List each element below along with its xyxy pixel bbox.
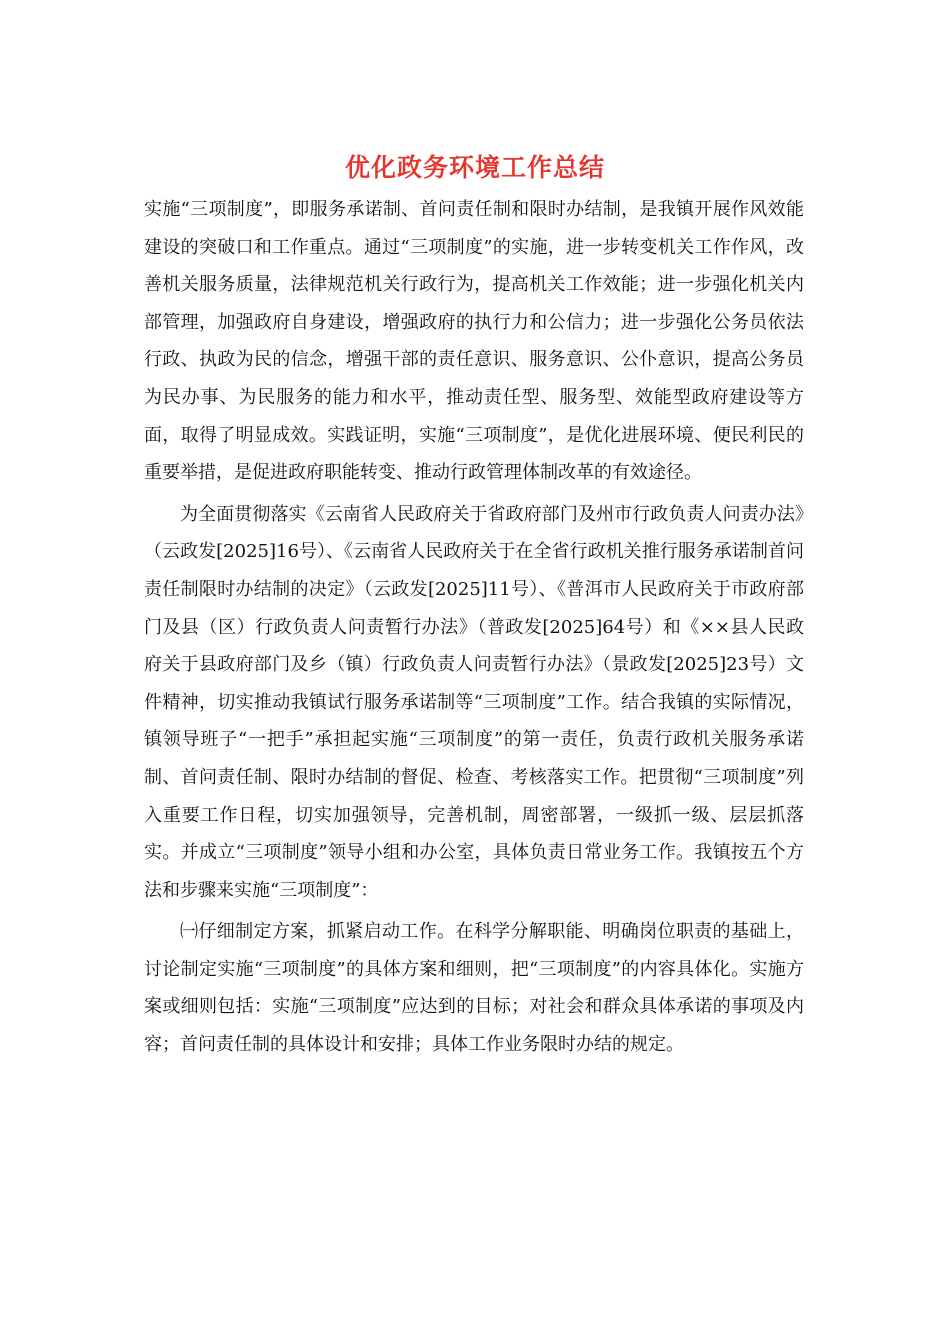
document-title: 优化政务环境工作总结 [344,153,605,182]
paragraph-implementation: 为全面贯彻落实《云南省人民政府关于省政府部门及州市行政负责人问责办法》（云政发[2025]16号）、《云南省人民政府关于在全省行政机关推行服务承诺制首问责任制限时办结制的决定》（云政发[2025]11号）、《普洱市人民政府关于市政府部门及县（区）行政负责人问责暂行办法》（普政发[2025]64号）和《××县人民政府关于县政府部门及乡（镇）行政负责人问责暂行办法》（景政发[2025]23号）文件精神，切实推动我镇试行服务承诺制等“三项制度”工作。结合我镇的实际情况，镇领导班子“一把手”承担起实施“三项制度”的第一责任，负责行政机关服务承诺制、首问责任制、限时办结制的督促、检查、考核落实工作。把贯彻“三项制度”列入重要工作日程，切实加强领导，完善机制，周密部署，一级抓一级、层层抓落实。并成立“三项制度”领导小组和办公室，具体负责日常业务工作。我镇按五个方法和步骤来实施“三项制度”： [144,503,804,901]
paragraph-step-one: ㈠仔细制定方案，抓紧启动工作。在科学分解职能、明确岗位职责的基础上，讨论制定实施“三项制度”的具体方案和细则，把“三项制度”的内容具体化。实施方案或细则包括：实施“三项制度”应达到的目标；对社会和群众具体承诺的事项及内容；首问责任制的具体设计和安排；具体工作业务限时办结的规定。 [144,921,804,1056]
document-body [144,191,804,1064]
paragraph-intro: 实施“三项制度”，即服务承诺制、首问责任制和限时办结制，是我镇开展作风效能建设的突破口和工作重点。通过“三项制度”的实施，进一步转变机关工作作风，改善机关服务质量，法律规范机关行政行为，提高机关工作效能；进一步强化机关内部管理，加强政府自身建设，增强政府的执行力和公信力；进一步强化公务员依法行政、执政为民的信念，增强干部的责任意识、服务意识、公仆意识，提高公务员为民办事、为民服务的能力和水平，推动责任型、服务型、效能型政府建设等方面，取得了明显成效。实践证明，实施“三项制度”，是优化进展环境、便民利民的重要举措，是促进政府职能转变、推动行政管理体制改革的有效途径。 [144,199,804,484]
